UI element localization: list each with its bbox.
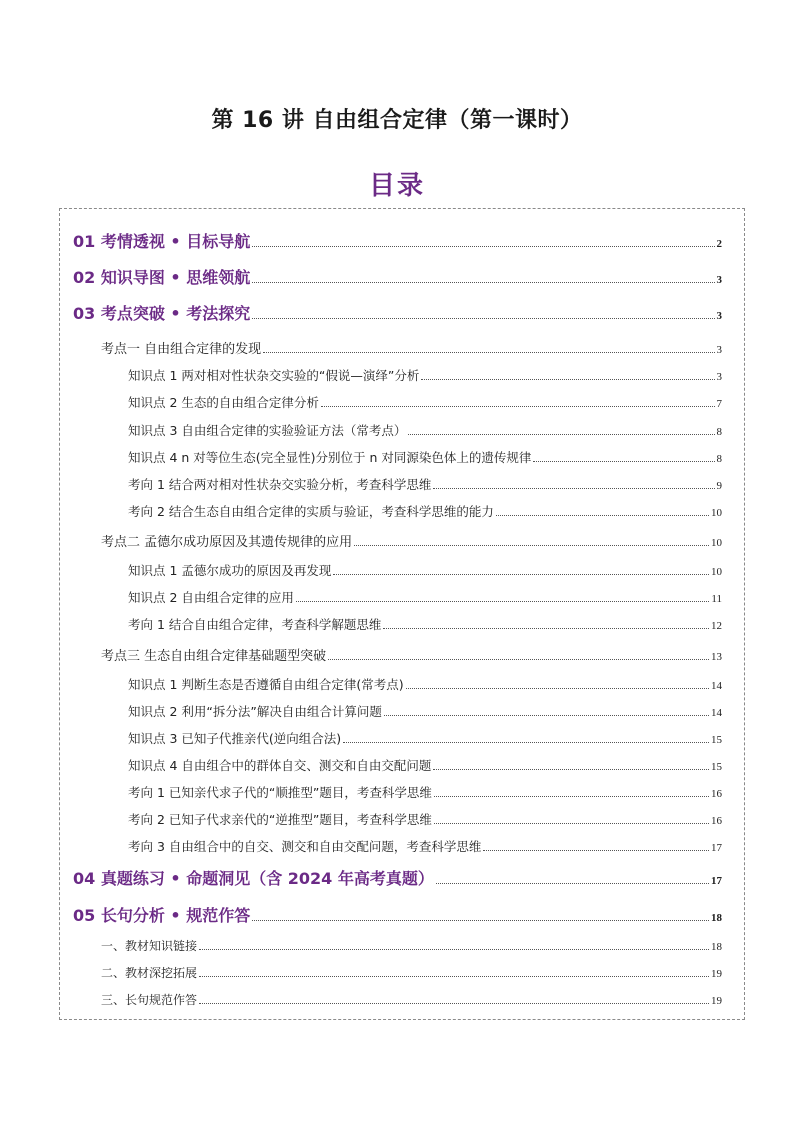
toc-entry-page: 9 bbox=[716, 480, 722, 492]
toc-entry-page: 7 bbox=[716, 398, 722, 410]
toc-entry-title: 考向 3 自由组合中的自交、测交和自由交配问题，考查科学思维 bbox=[128, 839, 482, 854]
toc-entry[interactable] bbox=[73, 903, 722, 926]
toc-leader-dots bbox=[199, 976, 709, 977]
toc-entry-page: 12 bbox=[711, 620, 722, 632]
toc-entry[interactable] bbox=[73, 301, 722, 324]
toc-entry-title: 02 知识导图 • 思维领航 bbox=[73, 268, 251, 287]
toc-leader-dots bbox=[328, 659, 709, 660]
toc-leader-dots bbox=[252, 282, 714, 283]
toc-entry-page: 11 bbox=[711, 593, 722, 605]
toc-leader-dots bbox=[321, 406, 715, 407]
toc-entry[interactable] bbox=[128, 502, 722, 520]
toc-entry-title: 01 考情透视 • 目标导航 bbox=[73, 232, 251, 251]
toc-leader-dots bbox=[296, 601, 710, 602]
toc-entry-title: 知识点 2 利用“拆分法”解决自由组合计算问题 bbox=[128, 704, 382, 719]
toc-entry[interactable] bbox=[73, 229, 722, 252]
toc-entry[interactable] bbox=[101, 645, 722, 664]
toc-entry[interactable] bbox=[128, 561, 722, 579]
toc-leader-dots bbox=[433, 769, 709, 770]
toc-entry[interactable] bbox=[128, 783, 722, 801]
toc-entry-title: 考点三 生态自由组合定律基础题型突破 bbox=[101, 649, 327, 664]
toc-entry-title: 知识点 4 n 对等位生态(完全显性)分别位于 n 对同源染色体上的遗传规律 bbox=[128, 450, 532, 465]
toc-entry-title: 考向 1 已知亲代求子代的“顺推型”题目，考查科学思维 bbox=[128, 785, 432, 800]
toc-entry-page: 16 bbox=[711, 788, 722, 800]
toc-entry-page: 17 bbox=[711, 875, 722, 887]
toc-entry[interactable] bbox=[101, 964, 722, 981]
toc-entry[interactable] bbox=[101, 338, 722, 357]
toc-entry-page: 3 bbox=[716, 344, 722, 356]
toc-entry-page: 2 bbox=[716, 238, 722, 250]
toc-entry-page: 10 bbox=[711, 507, 722, 519]
toc-leader-dots bbox=[533, 461, 714, 462]
toc-entry[interactable] bbox=[128, 675, 722, 693]
toc-leader-dots bbox=[252, 246, 714, 247]
toc-entry-page: 18 bbox=[711, 941, 722, 953]
toc-entry-title: 考向 1 结合两对相对性状杂交实验分析，考查科学思维 bbox=[128, 477, 432, 492]
toc-leader-dots bbox=[252, 920, 709, 921]
toc-leader-dots bbox=[252, 318, 714, 319]
toc-entry-title: 考点一 自由组合定律的发现 bbox=[101, 342, 262, 357]
toc-entry-page: 8 bbox=[716, 453, 722, 465]
toc-entry-page: 8 bbox=[716, 426, 722, 438]
toc-entry-page: 10 bbox=[711, 537, 722, 549]
toc-entry-title: 考向 1 结合自由组合定律，考查科学解题思维 bbox=[128, 617, 382, 632]
toc-entry-page: 16 bbox=[711, 815, 722, 827]
toc-leader-dots bbox=[333, 574, 709, 575]
toc-entry-title: 考点二 孟德尔成功原因及其遗传规律的应用 bbox=[101, 535, 353, 550]
toc-leader-dots bbox=[199, 949, 709, 950]
toc-entry-title: 知识点 1 判断生态是否遵循自由组合定律(常考点) bbox=[128, 677, 404, 692]
toc-entry[interactable] bbox=[128, 810, 722, 828]
toc-leader-dots bbox=[434, 796, 709, 797]
toc-entry-page: 19 bbox=[711, 995, 722, 1007]
toc-leader-dots bbox=[354, 545, 709, 546]
toc-leader-dots bbox=[199, 1003, 709, 1004]
toc-entry[interactable] bbox=[128, 393, 722, 411]
toc-leader-dots bbox=[433, 488, 714, 489]
toc-entry-page: 17 bbox=[711, 842, 722, 854]
toc-entry-page: 14 bbox=[711, 680, 722, 692]
toc-leader-dots bbox=[343, 742, 709, 743]
toc-entry-title: 知识点 2 自由组合定律的应用 bbox=[128, 590, 294, 605]
toc-entry-page: 14 bbox=[711, 707, 722, 719]
toc-entry[interactable] bbox=[128, 837, 722, 855]
toc-entry[interactable] bbox=[128, 475, 722, 493]
toc-entry[interactable] bbox=[128, 729, 722, 747]
toc-leader-dots bbox=[434, 823, 709, 824]
toc-entry-title: 一、教材知识链接 bbox=[101, 939, 198, 953]
toc-entry-title: 二、教材深挖拓展 bbox=[101, 966, 198, 980]
toc-leader-dots bbox=[406, 688, 709, 689]
toc-entry[interactable] bbox=[128, 448, 722, 466]
toc-entry-title: 知识点 3 自由组合定律的实验验证方法（常考点） bbox=[128, 423, 407, 438]
toc-entry-title: 考向 2 已知子代求亲代的“逆推型”题目，考查科学思维 bbox=[128, 812, 432, 827]
toc-entry-page: 3 bbox=[716, 274, 722, 286]
toc-entry[interactable] bbox=[128, 615, 722, 633]
toc-entry[interactable] bbox=[128, 366, 722, 384]
toc-entry-title: 04 真题练习 • 命题洞见（含 2024 年高考真题） bbox=[73, 869, 434, 888]
toc-entry-page: 13 bbox=[711, 651, 722, 663]
toc-entry-page: 15 bbox=[711, 734, 722, 746]
toc-entry-title: 知识点 4 自由组合中的群体自交、测交和自由交配问题 bbox=[128, 758, 432, 773]
toc-entry[interactable] bbox=[73, 866, 722, 889]
toc-entry-page: 3 bbox=[716, 371, 722, 383]
toc-entry[interactable] bbox=[128, 756, 722, 774]
toc-entry[interactable] bbox=[101, 937, 722, 954]
toc-leader-dots bbox=[384, 715, 709, 716]
toc-entry-page: 15 bbox=[711, 761, 722, 773]
toc-leader-dots bbox=[496, 515, 709, 516]
toc-leader-dots bbox=[483, 850, 709, 851]
toc-leader-dots bbox=[436, 883, 709, 884]
toc-entry-page: 19 bbox=[711, 968, 722, 980]
toc-entry[interactable] bbox=[101, 991, 722, 1008]
toc-leader-dots bbox=[408, 434, 714, 435]
toc-box bbox=[59, 208, 745, 1020]
toc-entry[interactable] bbox=[73, 265, 722, 288]
toc-entry[interactable] bbox=[101, 531, 722, 550]
toc-leader-dots bbox=[383, 628, 709, 629]
toc-entry-title: 知识点 3 已知子代推亲代(逆向组合法) bbox=[128, 731, 342, 746]
toc-entry-title: 05 长句分析 • 规范作答 bbox=[73, 906, 251, 925]
toc-entry-page: 3 bbox=[716, 310, 722, 322]
toc-entry-page: 18 bbox=[711, 912, 722, 924]
toc-entry-title: 03 考点突破 • 考法探究 bbox=[73, 304, 251, 323]
toc-entry[interactable] bbox=[128, 702, 722, 720]
toc-entry[interactable] bbox=[128, 588, 722, 606]
toc-entry[interactable] bbox=[128, 421, 722, 439]
document-title: 第 16 讲 自由组合定律（第一课时） bbox=[211, 108, 583, 133]
toc-leader-dots bbox=[421, 379, 714, 380]
toc-entry-title: 知识点 1 两对相对性状杂交实验的“假说—演绎”分析 bbox=[128, 368, 420, 383]
toc-entry-page: 10 bbox=[711, 566, 722, 578]
toc-entry-title: 三、长句规范作答 bbox=[101, 993, 198, 1007]
toc-heading: 目录 bbox=[368, 171, 425, 201]
toc-entry-title: 知识点 1 孟德尔成功的原因及再发现 bbox=[128, 563, 332, 578]
toc-leader-dots bbox=[263, 352, 714, 353]
toc-entry-title: 知识点 2 生态的自由组合定律分析 bbox=[128, 395, 319, 410]
toc-entry-title: 考向 2 结合生态自由组合定律的实质与验证，考查科学思维的能力 bbox=[128, 504, 494, 519]
